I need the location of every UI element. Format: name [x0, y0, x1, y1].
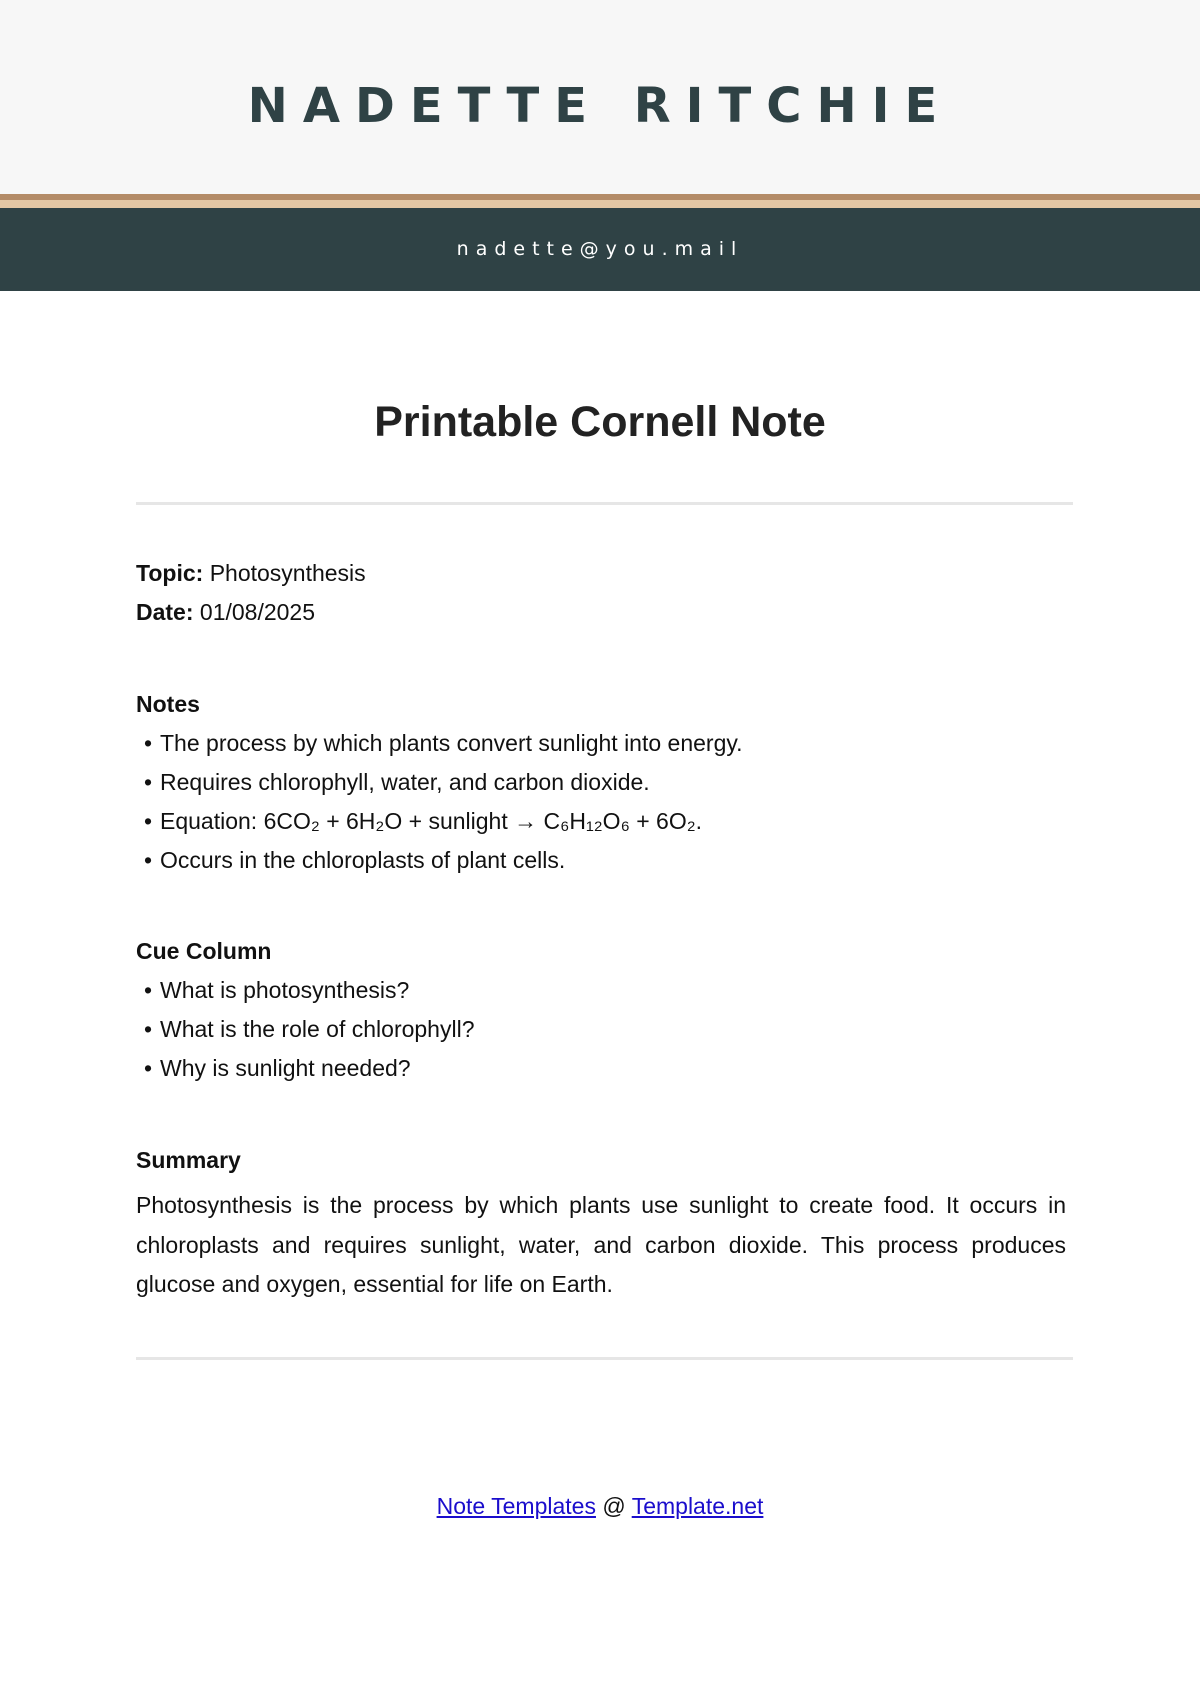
date-value: 01/08/2025 [199, 599, 316, 625]
list-item: • Equation: 6CO₂ + 6H₂O + sunlight → C₆H₁₂O₆ + 6O₂. [136, 802, 1066, 841]
notes-list [136, 724, 1066, 880]
email-text: nadette@you.mail [456, 238, 744, 260]
topic-label: Topic: [136, 560, 204, 586]
accent-stripe-light [0, 200, 1200, 208]
contact-bar [0, 208, 1200, 291]
bottom-divider [136, 1357, 1073, 1360]
page-title: Printable Cornell Note [374, 398, 826, 446]
top-divider [136, 502, 1073, 505]
summary-heading: Summary [136, 1147, 241, 1173]
cue-column-list [136, 971, 1066, 1088]
footer-separator: @ [602, 1493, 626, 1519]
footer [0, 1493, 1200, 1520]
date-label: Date: [136, 599, 194, 625]
topic-line [136, 560, 366, 587]
list-item: • Requires chlorophyll, water, and carbon dioxide. [136, 763, 1066, 802]
notes-heading: Notes [136, 691, 200, 717]
summary-text: Photosynthesis is the process by which plants use sunlight to create food. It occurs in chloroplasts and requires sunlight, water, and carbon dioxide. This process produces glucose and oxygen, essential for life on Earth. [136, 1192, 1066, 1297]
list-item: • What is photosynthesis? [136, 971, 1066, 1010]
header [0, 0, 1200, 260]
cue-column-heading: Cue Column [136, 938, 272, 964]
author-name: NADETTE RITCHIE [247, 78, 953, 134]
summary-section [136, 1141, 1066, 1305]
note-templates-link[interactable]: Note Templates [436, 1493, 596, 1519]
topic-value: Photosynthesis [209, 560, 366, 586]
notes-section [136, 685, 1066, 880]
list-item: • The process by which plants convert sunlight into energy. [136, 724, 1066, 763]
cue-column-section [136, 932, 1066, 1088]
list-item: • Why is sunlight needed? [136, 1049, 1066, 1088]
date-line [136, 599, 315, 626]
list-item: • What is the role of chlorophyll? [136, 1010, 1066, 1049]
template-net-link[interactable]: Template.net [631, 1493, 764, 1519]
list-item: • Occurs in the chloroplasts of plant cells. [136, 841, 1066, 880]
